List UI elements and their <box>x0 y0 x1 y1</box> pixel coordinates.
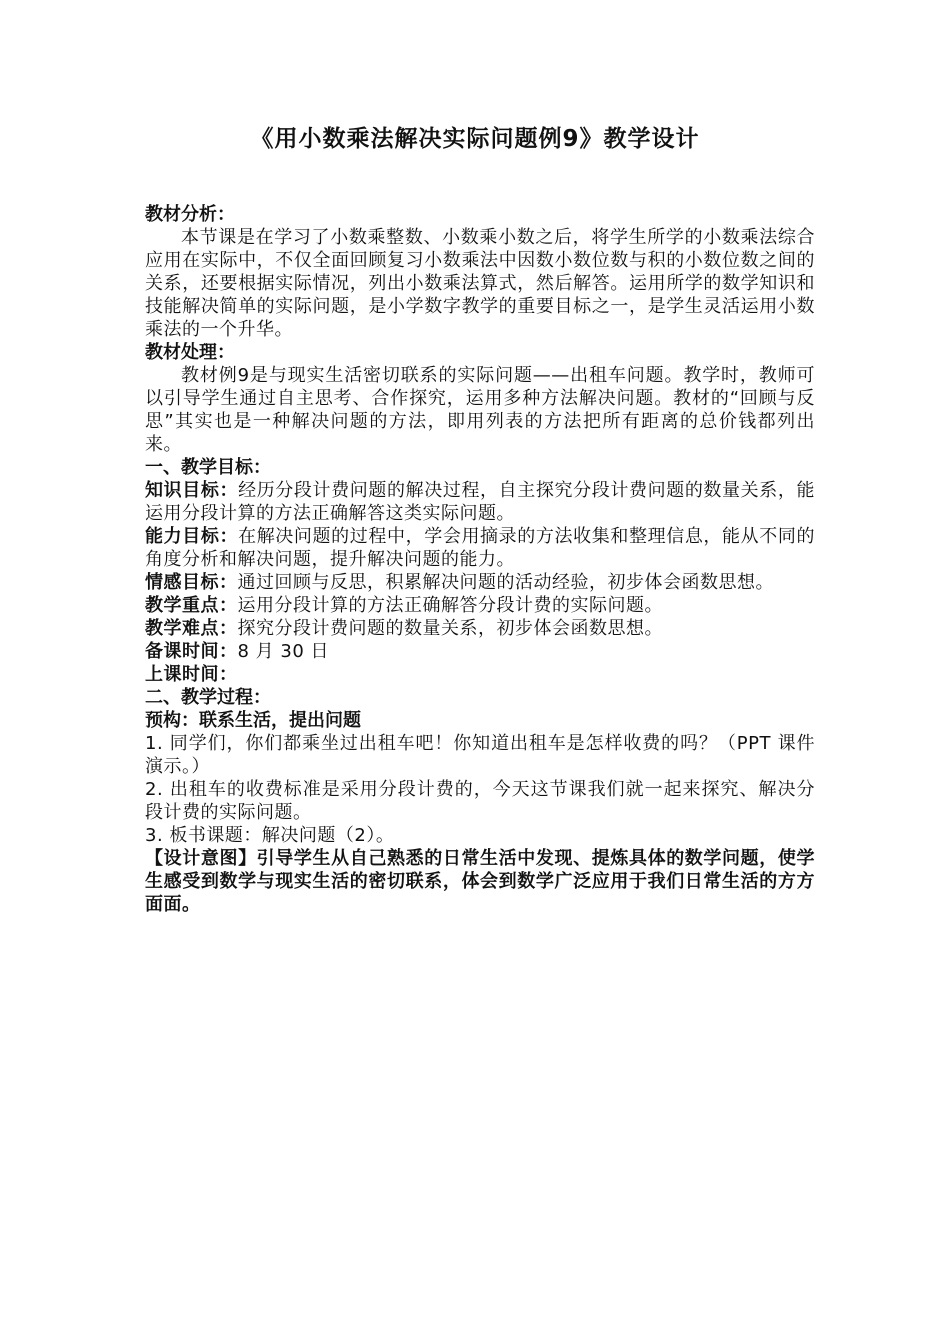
process-step-1: 1. 同学们，你们都乘坐过出租车吧！你知道出租车是怎样收费的吗？（PPT 课件演示。） <box>145 733 815 777</box>
teaching-process-heading: 二、教学过程： <box>145 687 271 708</box>
design-intent: 【设计意图】引导学生从自己熟悉的日常生活中发现、提炼具体的数学问题，使学生感受到数学与现实生活的密切联系，体会到数学广泛应用于我们日常生活的方方面面。 <box>145 848 815 915</box>
material-handling-heading: 教材处理： <box>145 342 235 363</box>
knowledge-goal <box>145 479 815 525</box>
ability-goal <box>145 525 815 571</box>
key-point <box>145 594 815 617</box>
key-point-label: 教学重点： <box>145 595 238 616</box>
ability-goal-text: 在解决问题的过程中，学会用摘录的方法收集和整理信息，能从不同的角度分析和解决问题，提升解决问题的能力。 <box>145 526 816 570</box>
difficulty-label: 教学难点： <box>145 618 238 639</box>
document-body <box>145 203 815 916</box>
emotion-goal <box>145 571 815 594</box>
emotion-goal-text: 通过回顾与反思，积累解决问题的活动经验，初步体会函数思想。 <box>237 572 774 593</box>
knowledge-goal-text: 经历分段计费问题的解决过程，自主探究分段计费问题的数量关系，能运用分段计算的方法正确解答这类实际问题。 <box>145 480 816 524</box>
material-handling-paragraph: 教材例9是与现实生活密切联系的实际问题——出租车问题。教学时，教师可以引导学生通过自主思考、合作探究，运用多种方法解决问题。教材的“回顾与反思”其实也是一种解决问题的方法，即用列表的方法把所有距离的总价钱都列出来。 <box>145 365 815 455</box>
key-point-text: 运用分段计算的方法正确解答分段计费的实际问题。 <box>237 595 663 616</box>
class-time-label: 上课时间： <box>145 664 238 685</box>
material-analysis-paragraph: 本节课是在学习了小数乘整数、小数乘小数之后，将学生所学的小数乘法综合应用在实际中，不仅全面回顾复习小数乘法中因数小数位数与积的小数位数之间的关系，还要根据实际情况，列出小数乘法算式，然后解答。运用所学的数学知识和技能解决简单的实际问题，是小学数字教学的重要目标之一，是学生灵活运用小数乘法的一个升华。 <box>145 227 815 340</box>
material-analysis-heading: 教材分析： <box>145 204 235 225</box>
emotion-goal-label: 情感目标： <box>145 572 238 593</box>
ability-goal-label: 能力目标： <box>145 526 239 547</box>
difficulty <box>145 617 815 640</box>
process-step-2: 2. 出租车的收费标准是采用分段计费的，今天这节课我们就一起来探究、解决分段计费的实际问题。 <box>145 779 815 823</box>
teaching-goals-heading: 一、教学目标： <box>145 457 271 478</box>
process-step-3: 3. 板书课题：解决问题（2）。 <box>145 825 395 846</box>
document-title: 《用小数乘法解决实际问题例9》教学设计 <box>250 126 700 152</box>
prep-time <box>145 640 815 663</box>
prep-time-text: 8 月 30 日 <box>237 641 330 662</box>
difficulty-text: 探究分段计费问题的数量关系，初步体会函数思想。 <box>237 618 663 639</box>
class-time <box>145 663 815 686</box>
prep-time-label: 备课时间： <box>145 641 238 662</box>
pre-structure-heading: 预构：联系生活，提出问题 <box>145 710 361 731</box>
knowledge-goal-label: 知识目标： <box>145 480 239 501</box>
